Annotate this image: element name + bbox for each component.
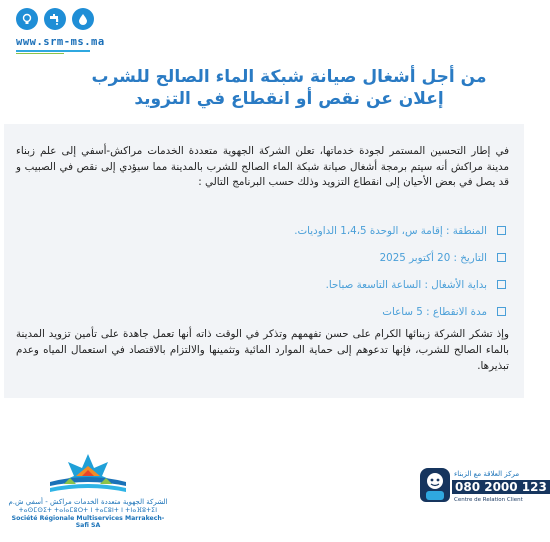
schedule-item-label: بداية الأشغال : الساعة التاسعة صباحا.: [325, 278, 487, 291]
checkbox-bullet-icon: [497, 307, 506, 316]
header-divider-accent: [16, 53, 64, 54]
header-divider: [16, 50, 90, 52]
call-center-label-french: Centre de Relation Client: [454, 497, 523, 503]
star-emblem-icon: [40, 452, 136, 496]
service-icons: [16, 8, 94, 30]
water-tap-icon: [44, 8, 66, 30]
call-center-label-arabic: مركز العلاقة مع الزبناء: [454, 470, 520, 478]
checkbox-bullet-icon: [497, 280, 506, 289]
call-center-number[interactable]: 080 2000 123: [452, 480, 550, 494]
schedule-item-label: المنطقة : إقامة س، الوحدة 1،4،5 الداوديات.: [294, 224, 487, 237]
schedule-item-start: [240, 271, 506, 298]
lightbulb-icon: [16, 8, 38, 30]
company-logo: [8, 452, 178, 529]
checkbox-bullet-icon: [497, 253, 506, 262]
customer-service-badge[interactable]: [420, 464, 547, 516]
schedule-item-duration: [240, 298, 506, 325]
intro-paragraph: في إطار التحسين المستمر لجودة خدماتها، تعلن الشركة الجهوية متعددة الخدمات مراكش-أسفي إلى علم زبناء مدينة مراكش أنه سيتم برمجة أشغال صيانة شبكة الماء الصالح للشرب بالمدينة مما سيؤدي إلى نقص في الصبيب و قد يصل في بعض الأحيان إلى انقطاع التزويد وذلك حسب البرنامج التالي :: [16, 145, 509, 188]
website-link[interactable]: www.srm-ms.ma: [16, 36, 105, 48]
schedule-item-label: مدة الانقطاع : 5 ساعات: [382, 305, 487, 318]
schedule-item-label: التاريخ : 20 أكتوبر 2025: [379, 251, 487, 264]
announcement-title: [60, 66, 518, 110]
title-line-2: إعلان عن نقص أو انقطاع في التزويد: [134, 89, 444, 109]
closing-paragraph: وإذ تشكر الشركة زبنائها الكرام على حسن تفهمهم وتذكر في الوقت ذاته أنها تعمل جاهدة على تأمين تزويد المدينة بالماء الصالح للشرب، فإنها تدعوهم إلى حماية الموارد المائية وتثمينها والالتزام بالاقتصاد في استعمال المياه وعدم تبذيرها.: [16, 328, 509, 372]
schedule-item-date: [240, 244, 506, 271]
title-line-1: من أجل أشغال صيانة شبكة الماء الصالح للشرب: [91, 67, 487, 87]
mascot-icon: [420, 468, 450, 502]
schedule-item-zone: [240, 217, 506, 244]
schedule-list: [240, 217, 506, 325]
company-name-tifinagh: ⵜⴰⵙⵎⵙⵉⵜ ⵜⴰⵏⴰⵎⵓⵔⵜ ⵏ ⵜⴰⵎⵓⵏⵜ ⵏ ⵜⵏⴰⴼⵓⵜⵉⵏ: [18, 507, 158, 514]
company-name-arabic: الشركة الجهوية متعددة الخدمات مراكش - أسفي ش.م: [8, 498, 168, 506]
company-name-french: Société Régionale Multiservices Marrakech-Safi SA: [11, 515, 165, 529]
checkbox-bullet-icon: [497, 226, 506, 235]
droplet-icon: [72, 8, 94, 30]
